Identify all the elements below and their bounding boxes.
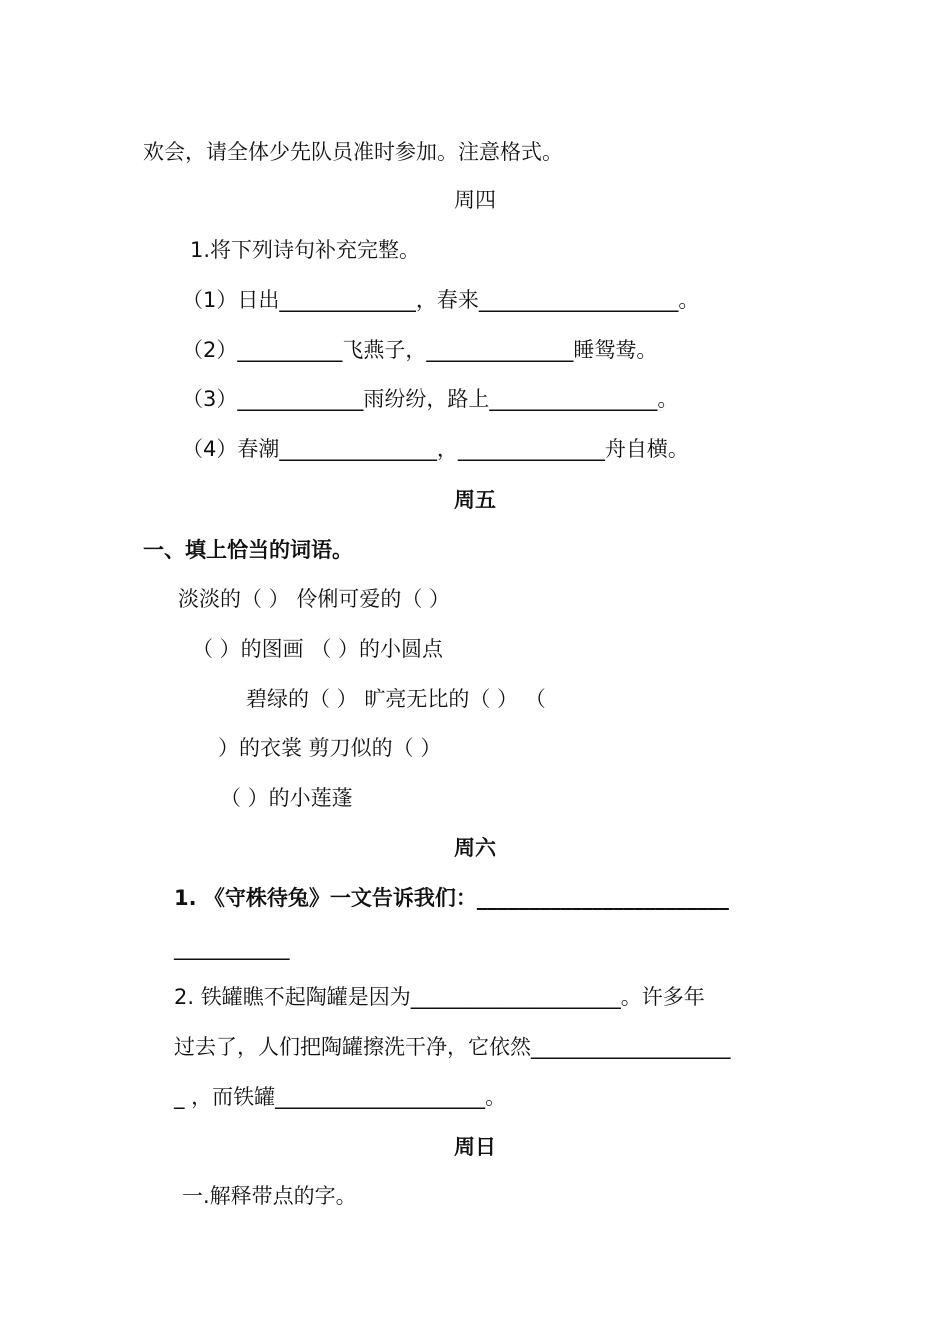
question-line: （ ）的图画 （ ）的小圆点 [192,637,444,661]
question-line: （4）春潮_______________，______________舟自横。 [182,437,689,461]
question-line: 淡淡的（ ） 伶俐可爱的（ ） [178,587,451,611]
question-line: ___________ [174,936,290,960]
question-line: （1）日出_____________，春来___________________。 [182,288,700,312]
question-line: 碧绿的（ ） 旷亮无比的（ ） （ [246,687,546,711]
question-line: （2）__________飞燕子，______________睡鸳鸯。 [182,338,658,362]
text-line: 欢会，请全体少先队员准时参加。注意格式。 [143,140,563,164]
question-line: 过去了，人们把陶罐擦洗干净，它依然___________________ [174,1035,731,1059]
question-line: 一.解释带点的字。 [182,1184,357,1208]
question-heading: 一、填上恰当的词语。 [143,538,353,562]
question-line: （ ）的小莲蓬 [220,786,353,810]
question-line: 1.将下列诗句补充完整。 [190,238,421,262]
section-heading-sunday: 周日 [454,1135,496,1159]
question-line: 2. 铁罐瞧不起陶罐是因为____________________。许多年 [174,985,705,1009]
question-line: ）的衣裳 剪刀似的（ ） [218,736,442,760]
section-heading-saturday: 周六 [454,836,496,860]
section-heading-friday: 周五 [454,488,496,512]
question-line: 1. 《守株待兔》一文告诉我们：________________________ [174,886,729,910]
question-line: _ ，而铁罐____________________。 [174,1085,507,1109]
section-heading-thursday: 周四 [454,188,496,212]
question-line: （3）____________雨纷纷，路上________________。 [182,387,679,411]
